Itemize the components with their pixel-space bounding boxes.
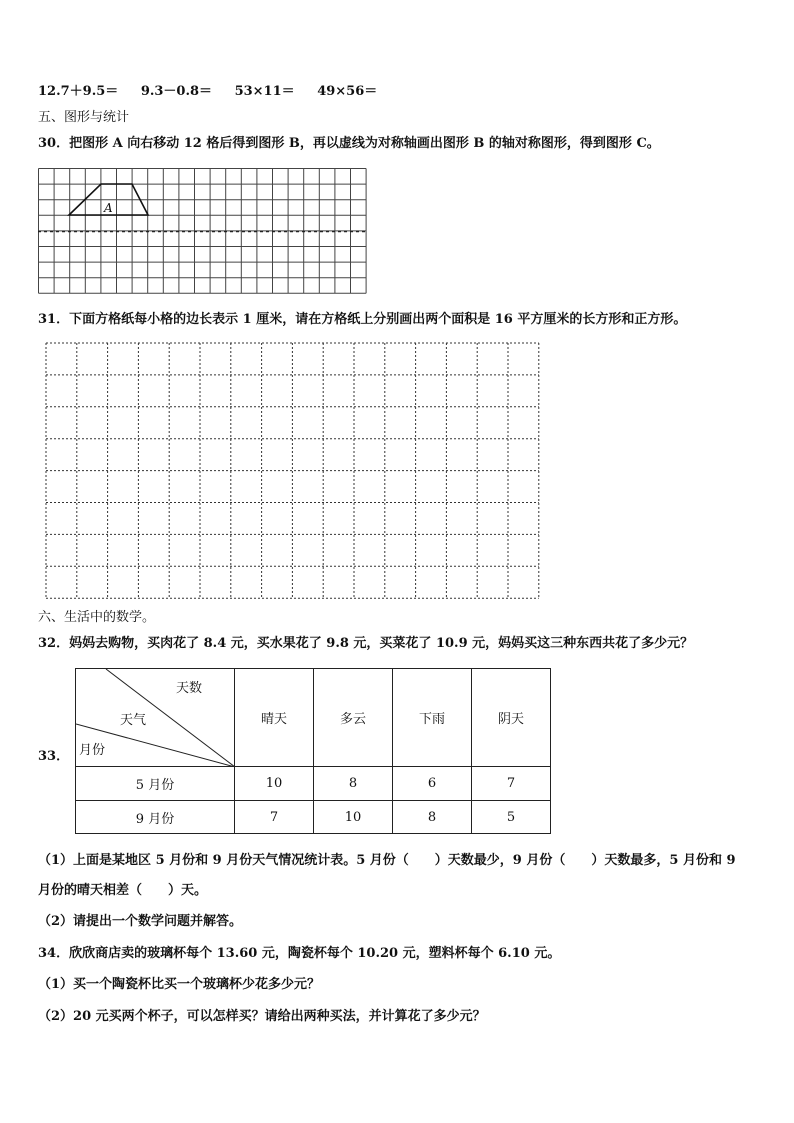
- row-label: 5 月份: [76, 767, 235, 801]
- calc-item: 53×11＝: [234, 84, 295, 99]
- question-34-part1: （1）买一个陶瓷杯比买一个玻璃杯少花多少元？: [38, 977, 321, 992]
- question-33-number: 33．: [38, 749, 70, 764]
- question-33-part2: （2）请提出一个数学问题并解答。: [38, 914, 243, 929]
- table-cell: 8: [393, 801, 472, 834]
- grid-q31[interactable]: [45, 342, 542, 600]
- question-30: 30．把图形 A 向右移动 12 格后得到图形 B，再以虚线为对称轴画出图形 B 的轴对称图形，得到图形 C。: [38, 136, 660, 151]
- corner-bottom-label: 月份: [79, 743, 106, 758]
- table-cell: 7: [472, 767, 551, 801]
- question-33-part1-line2: 月份的晴天相差（ ）天。: [38, 883, 208, 898]
- table-cell: 10: [314, 801, 393, 834]
- question-32: 32．妈妈去购物，买肉花了 8.4 元，买水果花了 9.8 元，买菜花了 10.9 元，妈妈买这三种东西共花了多少元？: [38, 636, 694, 651]
- question-33-part1-line1: （1）上面是某地区 5 月份和 9 月份天气情况统计表。5 月份（ ）天数最少，9 月份（ ）天数最多，5 月份和 9: [38, 853, 736, 868]
- header-cell: 多云: [314, 669, 393, 767]
- table-row: [76, 767, 551, 801]
- shape-a-label: A: [104, 201, 113, 215]
- header-cell: 晴天: [235, 669, 314, 767]
- header-cell: 阴天: [472, 669, 551, 767]
- section5-title: 五、图形与统计: [38, 110, 130, 125]
- table-cell: 7: [235, 801, 314, 834]
- question-34: 34．欣欣商店卖的玻璃杯每个 13.60 元，陶瓷杯每个 10.20 元，塑料杯每个 6.10 元。: [38, 946, 561, 961]
- table-cell: 5: [472, 801, 551, 834]
- corner-mid-label: 天气: [120, 713, 147, 728]
- calc-item: 49×56＝: [317, 84, 378, 99]
- table-cell: 6: [393, 767, 472, 801]
- calc-line: [38, 84, 395, 100]
- calc-item: 12.7＋9.5＝: [38, 84, 119, 99]
- weather-table: [75, 668, 551, 834]
- question-34-part2: （2）20 元买两个杯子，可以怎样买？请给出两种买法，并计算花了多少元？: [38, 1009, 486, 1024]
- section6-title: 六、生活中的数学。: [38, 610, 156, 625]
- table-cell: 8: [314, 767, 393, 801]
- calc-item: 9.3－0.8＝: [140, 84, 213, 99]
- table-cell: 10: [235, 767, 314, 801]
- grid-q30[interactable]: [38, 168, 368, 294]
- table-corner-cell: [76, 669, 235, 767]
- question-31: 31．下面方格纸每小格的边长表示 1 厘米，请在方格纸上分别画出两个面积是 16 平方厘米的长方形和正方形。: [38, 312, 687, 327]
- corner-top-label: 天数: [176, 681, 203, 696]
- table-row: [76, 801, 551, 834]
- header-cell: 下雨: [393, 669, 472, 767]
- row-label: 9 月份: [76, 801, 235, 834]
